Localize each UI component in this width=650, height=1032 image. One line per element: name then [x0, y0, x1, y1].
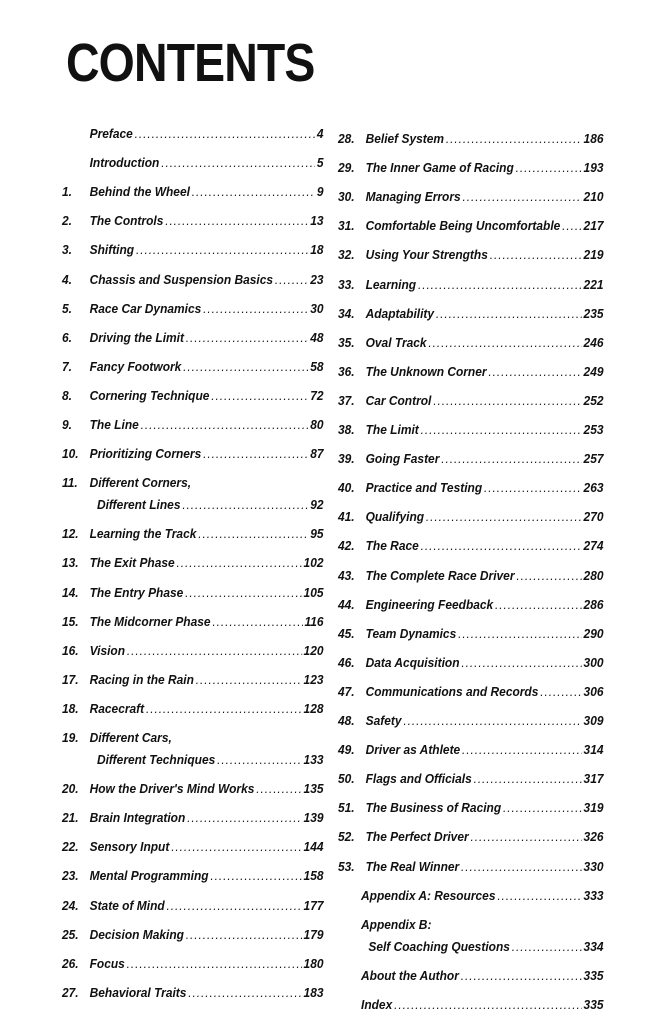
- leader-dots: [441, 447, 582, 470]
- toc-entry-number: 20.: [62, 781, 79, 797]
- toc-entry-page: 335: [583, 967, 604, 983]
- toc-entry-number: 46.: [338, 654, 355, 670]
- toc-entry-title: Appendix B:: [361, 916, 432, 932]
- leader-dots: [470, 825, 581, 848]
- toc-entry-page: 139: [303, 810, 324, 826]
- toc-entry-number: 21.: [62, 810, 79, 826]
- toc-entry-page: 105: [303, 584, 324, 600]
- toc-entry-page: 286: [583, 596, 604, 612]
- toc-entry-title: Communications and Records: [365, 683, 539, 699]
- toc-entry-page: 5: [316, 155, 324, 171]
- leader-dots: [127, 639, 302, 662]
- toc-entry-title: Adaptability: [365, 305, 435, 321]
- leader-dots: [436, 302, 582, 325]
- toc-entry-title: Comfortable Being Uncomfortable: [365, 218, 561, 234]
- toc-entry-number: 37.: [338, 392, 355, 408]
- leader-dots: [562, 214, 582, 237]
- toc-entry-number: 44.: [338, 596, 355, 612]
- toc-entry-title: Going Faster: [365, 451, 440, 467]
- toc-entry-title: The Unknown Corner: [365, 363, 487, 379]
- toc-entry-number: 4.: [62, 271, 72, 287]
- toc-entry-title: Racecraft: [89, 700, 145, 716]
- leader-dots: [275, 268, 308, 291]
- toc-entry-page: 30: [310, 300, 324, 316]
- toc-entry-page: 58: [310, 358, 324, 374]
- toc-entry-number: 1.: [62, 184, 72, 200]
- toc-entry-number: 51.: [338, 800, 355, 816]
- toc-entry-number: 42.: [338, 538, 355, 554]
- toc-entry-title: The Business of Racing: [365, 800, 502, 816]
- leader-dots: [167, 894, 302, 917]
- leader-dots: [497, 884, 581, 907]
- toc-entry-page: 306: [583, 683, 604, 699]
- leader-dots: [186, 326, 309, 349]
- toc-entry-number: 22.: [62, 839, 79, 855]
- leader-dots: [188, 981, 301, 1004]
- toc-entry-title: Oval Track: [365, 334, 427, 350]
- toc-entry-number: 10.: [62, 446, 79, 462]
- toc-entry-page: 13: [310, 213, 324, 229]
- leader-dots: [516, 564, 581, 587]
- toc-entry-page: 87: [310, 446, 324, 462]
- toc-entry-title: Car Control: [365, 392, 432, 408]
- toc-entry-page: 210: [583, 189, 604, 205]
- toc-entry-title: Mental Programming: [89, 868, 209, 884]
- toc-entry-number: 34.: [338, 305, 355, 321]
- leader-dots: [426, 505, 582, 528]
- toc-entry-page: 326: [583, 829, 604, 845]
- toc-entry-page: 219: [583, 247, 604, 263]
- toc-entry-title: Belief System: [365, 131, 445, 146]
- toc-entry-number: 15.: [62, 613, 79, 629]
- toc-entry-title: The Inner Game of Racing: [365, 160, 514, 176]
- toc-entry-number: 29.: [338, 160, 355, 176]
- toc-entry-title: State of Mind: [89, 897, 165, 913]
- toc-entry-title: The Limit: [365, 422, 419, 437]
- toc-entry-title: Appendix A: Resources: [361, 887, 496, 903]
- leader-dots: [177, 551, 302, 574]
- toc-entry-number: 50.: [338, 771, 355, 787]
- toc-entry-title: The Complete Race Driver: [365, 567, 515, 583]
- toc-entry-page: 335: [583, 996, 604, 1012]
- toc-entry-page: 18: [310, 242, 324, 258]
- toc-entry-title: The Real Winner: [365, 858, 460, 874]
- leader-dots: [211, 384, 308, 407]
- toc-entry-number: 13.: [62, 555, 79, 571]
- toc-entry-title: About the Author: [361, 967, 459, 983]
- leader-dots: [210, 864, 301, 887]
- toc-entry-number: 32.: [338, 247, 355, 263]
- toc-entry-title: Different Lines: [96, 497, 181, 513]
- toc-entry-page: 177: [303, 897, 324, 913]
- toc-entry-title: Different Techniques: [96, 752, 216, 767]
- leader-dots: [446, 127, 582, 150]
- leader-dots: [421, 418, 582, 441]
- toc-entry-title: Self Coaching Questions: [368, 938, 510, 954]
- leader-dots: [212, 610, 302, 633]
- toc-entry-title: Focus: [89, 955, 125, 971]
- toc-entry-number: 41.: [338, 509, 355, 525]
- toc-entry-page: 334: [583, 938, 604, 954]
- leader-dots: [403, 709, 581, 732]
- leader-dots: [203, 297, 308, 320]
- toc-entry-number: 28.: [338, 131, 355, 146]
- toc-entry-page: 135: [303, 781, 324, 797]
- toc-entry-page: 9: [316, 184, 324, 200]
- toc-entry-title: Driver as Athlete: [365, 742, 461, 758]
- toc-entry-title: The Entry Phase: [89, 584, 184, 600]
- toc-entry-page: 314: [583, 742, 604, 758]
- toc-entry-number: 33.: [338, 276, 355, 292]
- leader-dots: [165, 209, 308, 232]
- toc-entry-number: 31.: [338, 218, 355, 234]
- leader-dots: [182, 493, 308, 516]
- leader-dots: [418, 273, 582, 296]
- toc-entry-page: 333: [583, 887, 604, 903]
- toc-entry-number: 49.: [338, 742, 355, 758]
- toc-entry-page: 270: [583, 509, 604, 525]
- toc-entry-title: Fancy Footwork: [89, 358, 182, 374]
- toc-entry-number: 24.: [62, 897, 79, 913]
- toc-entry-title: Different Cars,: [89, 730, 172, 745]
- leader-dots: [217, 748, 302, 771]
- toc-entry-number: 23.: [62, 868, 79, 884]
- toc-entry-title: The Perfect Driver: [365, 829, 469, 845]
- toc-entry-page: 246: [583, 334, 604, 350]
- toc-entry-title: Cornering Technique: [89, 387, 210, 403]
- toc-entry-number: 38.: [338, 422, 355, 437]
- toc-entry-number: 19.: [62, 730, 79, 745]
- toc-entry-page: 133: [303, 752, 324, 767]
- leader-dots: [141, 413, 309, 436]
- toc-entry-number: 2.: [62, 213, 72, 229]
- toc-entry-number: 48.: [338, 713, 355, 728]
- toc-entry-page: 180: [303, 955, 324, 971]
- leader-dots: [462, 738, 582, 761]
- toc-entry-page: 144: [303, 839, 324, 855]
- toc-entry-page: 95: [310, 526, 324, 542]
- toc-entry-page: 290: [583, 625, 604, 641]
- toc-entry-number: 53.: [338, 858, 355, 874]
- toc-entry-title: The Line: [89, 417, 139, 432]
- toc-entry-number: 18.: [62, 700, 79, 716]
- toc-entry-page: 217: [583, 218, 604, 234]
- toc-entry-page: 4: [316, 126, 324, 141]
- leader-dots: [136, 238, 308, 261]
- leader-dots: [192, 180, 315, 203]
- toc-entry-title: Using Your Strengths: [365, 247, 488, 263]
- toc-entry-number: 11.: [62, 475, 78, 491]
- leader-dots: [462, 185, 581, 208]
- toc-entry-page: 183: [303, 984, 324, 1000]
- toc-entry-title: How the Driver's Mind Works: [89, 781, 255, 797]
- toc-entry-title: Different Corners,: [89, 475, 192, 491]
- toc-entry-page: 330: [583, 858, 604, 874]
- toc-entry-title: Qualifying: [365, 509, 425, 525]
- toc-entry-page: 257: [583, 451, 604, 467]
- toc-entry-page: 221: [583, 276, 604, 292]
- toc-entry-number: 14.: [62, 584, 79, 600]
- leader-dots: [495, 593, 582, 616]
- toc-entry-title: Vision: [89, 642, 126, 658]
- toc-entry-page: 123: [303, 671, 324, 687]
- toc-entry-number: 35.: [338, 334, 355, 350]
- toc-entry-page: 253: [583, 422, 604, 437]
- toc-entry-number: 30.: [338, 189, 355, 205]
- toc-entry-page: 317: [583, 771, 604, 787]
- toc-entry-number: 47.: [338, 683, 355, 699]
- toc-entry-number: 43.: [338, 567, 355, 583]
- toc-entry-number: 26.: [62, 955, 79, 971]
- leader-dots: [186, 923, 302, 946]
- leader-dots: [428, 331, 581, 354]
- leader-dots: [146, 697, 302, 720]
- toc-entry-title: Behind the Wheel: [89, 184, 190, 200]
- leader-dots: [185, 581, 302, 604]
- leader-dots: [461, 651, 581, 674]
- toc-entry-number: 36.: [338, 363, 355, 379]
- toc-entry-page: 319: [583, 800, 604, 816]
- toc-entry-number: 5.: [62, 300, 72, 316]
- toc-entry-number: 52.: [338, 829, 355, 845]
- toc-entry-title: Brain Integration: [89, 810, 186, 826]
- toc-entry-number: 7.: [62, 358, 72, 374]
- toc-entry-title: Data Acquisition: [365, 654, 460, 670]
- leader-dots: [421, 534, 582, 557]
- toc-entry-page: 300: [583, 654, 604, 670]
- leader-dots: [196, 668, 302, 691]
- toc-entry-number: 8.: [62, 387, 72, 403]
- toc-entry-number: 17.: [62, 671, 79, 687]
- leader-dots: [187, 806, 302, 829]
- toc-entry-number: 27.: [62, 984, 79, 1000]
- toc-entry-title: Team Dynamics: [365, 625, 457, 641]
- leader-dots: [161, 151, 315, 174]
- toc-entry-title: Shifting: [89, 242, 135, 258]
- toc-entry-page: 92: [310, 497, 324, 513]
- toc-entry-title: Managing Errors: [365, 189, 461, 205]
- toc-entry-page: 186: [583, 131, 604, 146]
- toc-entry-page: 72: [310, 387, 324, 403]
- toc-entry-page: 179: [303, 926, 324, 942]
- toc-entry-page: 235: [583, 305, 604, 321]
- toc-entry-page: 280: [583, 567, 604, 583]
- leader-dots: [490, 243, 582, 266]
- leader-dots: [171, 835, 302, 858]
- toc-entry-page: 116: [304, 613, 324, 629]
- leader-dots: [474, 767, 582, 790]
- page-title: CONTENTS: [66, 33, 315, 93]
- toc-entry-title: Chassis and Suspension Basics: [89, 271, 274, 287]
- toc-entry-title: Race Car Dynamics: [89, 300, 202, 316]
- leader-dots: [484, 476, 582, 499]
- leader-dots: [461, 855, 582, 878]
- leader-dots: [256, 777, 301, 800]
- toc-entry-title: Prioritizing Corners: [89, 446, 202, 462]
- toc-entry-page: 252: [583, 392, 604, 408]
- leader-dots: [183, 355, 308, 378]
- toc-entry-title: The Midcorner Phase: [89, 613, 211, 629]
- toc-entry-number: 39.: [338, 451, 355, 467]
- toc-entry-number: 3.: [62, 242, 72, 258]
- leader-dots: [135, 122, 315, 145]
- toc-entry-title: Learning: [365, 276, 417, 292]
- toc-entry-number: 25.: [62, 926, 79, 942]
- toc-entry-number: 45.: [338, 625, 355, 641]
- leader-dots: [516, 156, 582, 179]
- toc-entry-page: 274: [583, 538, 604, 554]
- toc-entry-page: 102: [303, 555, 324, 571]
- toc-entry-page: 120: [303, 642, 324, 658]
- toc-entry-title: Safety: [365, 713, 402, 728]
- toc-entry-title: Sensory Input: [89, 839, 170, 855]
- toc-entry-title: Practice and Testing: [365, 480, 483, 496]
- leader-dots: [540, 680, 581, 703]
- toc-entry-title: The Exit Phase: [89, 555, 175, 571]
- toc-entry-number: 12.: [62, 526, 79, 542]
- toc-entry-page: 309: [583, 713, 604, 728]
- toc-entry-page: 48: [310, 329, 324, 345]
- leader-dots: [488, 360, 581, 383]
- toc-entry-title: Flags and Officials: [365, 771, 472, 787]
- leader-dots: [127, 952, 302, 975]
- leader-dots: [503, 796, 582, 819]
- toc-entry-title: Index: [361, 996, 393, 1012]
- leader-dots: [394, 993, 582, 1016]
- toc-entry-title: The Race: [365, 538, 419, 554]
- toc-entry-number: 9.: [62, 417, 72, 432]
- leader-dots: [512, 935, 582, 958]
- toc-entry-page: 249: [583, 363, 604, 379]
- leader-dots: [198, 522, 308, 545]
- leader-dots: [458, 622, 582, 645]
- toc-entry-title: Racing in the Rain: [89, 671, 194, 687]
- leader-dots: [433, 389, 581, 412]
- toc-entry-page: 263: [583, 480, 604, 496]
- toc-entry-number: 6.: [62, 329, 72, 345]
- toc-entry-title: Learning the Track: [89, 526, 197, 542]
- leader-dots: [203, 442, 308, 465]
- toc-entry-title: Behavioral Traits: [89, 984, 187, 1000]
- toc-entry-title: The Controls: [89, 213, 164, 229]
- toc-entry-page: 23: [310, 271, 324, 287]
- toc-entry-number: 40.: [338, 480, 355, 496]
- toc-entry-page: 128: [303, 700, 324, 716]
- toc-entry-page: 193: [583, 160, 604, 176]
- toc-entry-page: 158: [303, 868, 324, 884]
- toc-entry-page: 80: [310, 417, 324, 432]
- toc-entry-title: Introduction: [89, 155, 160, 171]
- leader-dots: [461, 964, 582, 987]
- toc-entry-title: Preface: [89, 126, 133, 141]
- toc-entry-title: Driving the Limit: [89, 329, 184, 345]
- toc-entry-title: Engineering Feedback: [365, 596, 494, 612]
- toc-entry-number: 16.: [62, 642, 79, 658]
- toc-entry-title: Decision Making: [89, 926, 184, 942]
